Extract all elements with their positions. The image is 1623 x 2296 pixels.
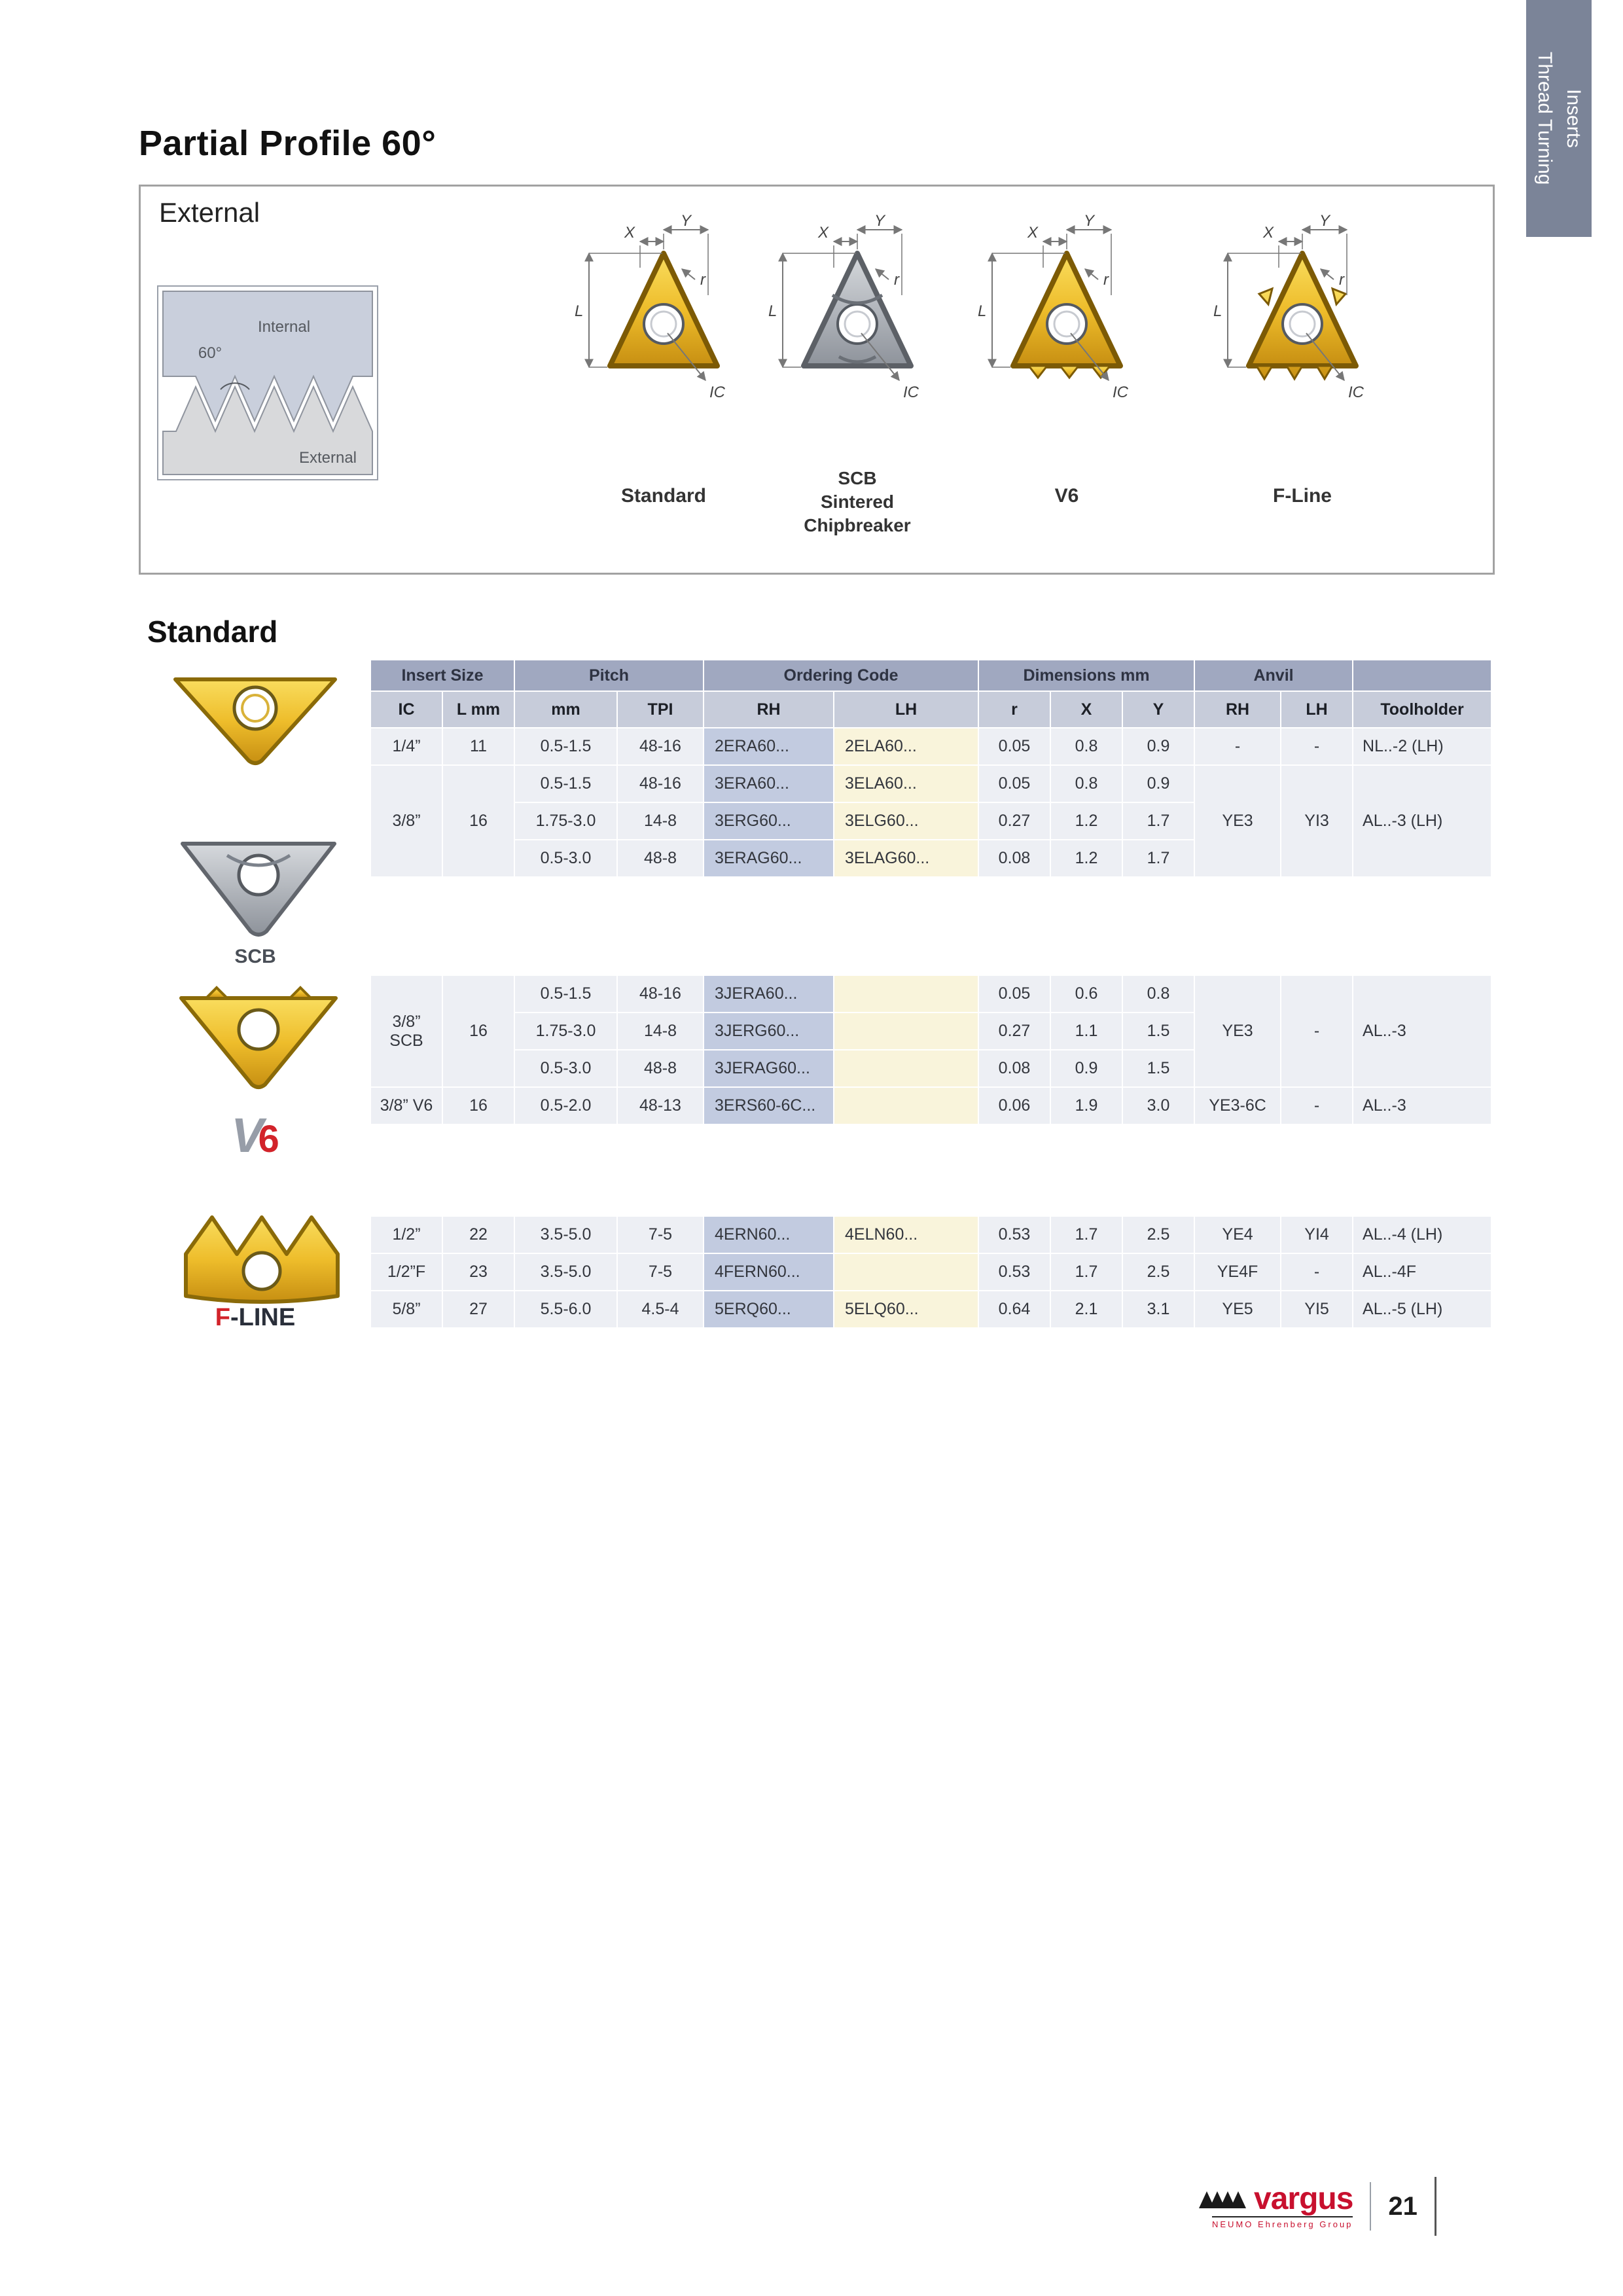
table-cell: 0.05 <box>978 765 1050 802</box>
external-label: External <box>298 449 357 467</box>
table-cell: 14-8 <box>617 802 704 840</box>
v6-insert-photo <box>167 978 350 1093</box>
column-header: Toolholder <box>1353 691 1491 728</box>
dim-label-y: Y <box>874 212 885 230</box>
table-group-header: Pitch <box>514 660 704 691</box>
table-cell: 0.5-1.5 <box>514 975 617 1013</box>
table-cell: 27 <box>442 1291 514 1328</box>
insert-drawing-fline <box>1204 211 1400 447</box>
table-group-row <box>370 660 1491 691</box>
external-box-label: External <box>159 197 260 228</box>
table-row <box>370 1087 1491 1124</box>
column-header: RH <box>704 691 834 728</box>
table-cell: AL..-4F <box>1353 1253 1491 1291</box>
table-cell: 2.1 <box>1050 1291 1122 1328</box>
table-cell <box>834 1253 978 1291</box>
table-cell: 22 <box>442 1216 514 1253</box>
page-title: Partial Profile 60° <box>139 124 437 163</box>
table-cell: 3JERAG60... <box>704 1050 834 1087</box>
table-cell: 1.7 <box>1122 840 1194 877</box>
table-cell: 48-8 <box>617 1050 704 1087</box>
dim-label-x: X <box>1027 224 1038 242</box>
dim-label-r: r <box>700 271 705 289</box>
standard-table <box>370 659 1492 1329</box>
table-cell: 3ERA60... <box>704 765 834 802</box>
insert-variant-scb <box>749 211 965 537</box>
table-cell: 5ELQ60... <box>834 1291 978 1328</box>
table-cell: 0.9 <box>1050 1050 1122 1087</box>
table-cell: 3JERA60... <box>704 975 834 1013</box>
table-cell: 1.7 <box>1050 1253 1122 1291</box>
table-cell: YE4F <box>1194 1253 1281 1291</box>
table-cell: 3ELA60... <box>834 765 978 802</box>
standard-insert-photo <box>157 661 353 772</box>
table-cell: 3/8” SCB <box>370 975 442 1087</box>
dim-label-x: X <box>817 224 829 242</box>
column-header: L mm <box>442 691 514 728</box>
table-cell: YE3 <box>1194 975 1281 1087</box>
dim-label-y: Y <box>1319 212 1330 230</box>
table-cell: 0.06 <box>978 1087 1050 1124</box>
table-group-header: Ordering Code <box>704 660 978 691</box>
v6-logo-six: 6 <box>258 1118 279 1160</box>
table-cell: 1.9 <box>1050 1087 1122 1124</box>
table-cell: AL..-3 <box>1353 975 1491 1087</box>
table-cell: 3ELG60... <box>834 802 978 840</box>
column-header: X <box>1050 691 1122 728</box>
variant-caption-scb: SCB <box>838 468 877 488</box>
table-cell: 1.1 <box>1050 1013 1122 1050</box>
table-header-row <box>370 691 1491 728</box>
insert-variant-fline <box>1194 211 1410 507</box>
table-group-header: Insert Size <box>370 660 514 691</box>
vargus-zigzag-icon <box>1196 2187 1249 2211</box>
section-heading-standard: Standard <box>147 615 278 649</box>
table-spacer <box>370 877 1491 975</box>
column-header: RH <box>1194 691 1281 728</box>
table-cell: 0.64 <box>978 1291 1050 1328</box>
fline-insert-photo <box>164 1191 360 1309</box>
table-cell: 1.2 <box>1050 840 1122 877</box>
table-cell: - <box>1281 1087 1353 1124</box>
table-cell: 3/8” V6 <box>370 1087 442 1124</box>
page-number: 21 <box>1388 2191 1418 2221</box>
footer-edge-mark <box>1435 2177 1436 2236</box>
table-cell: 11 <box>442 728 514 765</box>
dim-label-r: r <box>894 271 899 289</box>
table-row <box>370 765 1491 802</box>
table-cell <box>834 1087 978 1124</box>
table-cell: AL..-3 <box>1353 1087 1491 1124</box>
table-cell: 2ERA60... <box>704 728 834 765</box>
table-cell: 5.5-6.0 <box>514 1291 617 1328</box>
dim-label-r: r <box>1339 271 1344 289</box>
table-cell: 2.5 <box>1122 1216 1194 1253</box>
column-header: LH <box>1281 691 1353 728</box>
table-cell: - <box>1194 728 1281 765</box>
table-cell: 16 <box>442 1087 514 1124</box>
table-cell: YI4 <box>1281 1216 1353 1253</box>
table-cell: 1.75-3.0 <box>514 1013 617 1050</box>
table-cell: 0.9 <box>1122 765 1194 802</box>
table-cell: 16 <box>442 765 514 877</box>
table-cell: 0.08 <box>978 840 1050 877</box>
table-cell: YI5 <box>1281 1291 1353 1328</box>
table-cell: YE4 <box>1194 1216 1281 1253</box>
table-cell: AL..-4 (LH) <box>1353 1216 1491 1253</box>
dim-label-x: X <box>1262 224 1274 242</box>
dim-label-l: L <box>768 302 777 320</box>
table-cell: 4.5-4 <box>617 1291 704 1328</box>
dim-label-r: r <box>1103 271 1109 289</box>
table-cell: 0.53 <box>978 1216 1050 1253</box>
side-tab-line: Thread Turning <box>1534 52 1556 185</box>
vargus-logo <box>1196 2183 1353 2229</box>
table-cell: YI3 <box>1281 765 1353 877</box>
scb-photo-label: SCB <box>234 946 276 967</box>
column-header: mm <box>514 691 617 728</box>
dim-label-x: X <box>624 224 635 242</box>
insert-drawing-standard <box>565 211 762 447</box>
table-cell <box>834 1013 978 1050</box>
side-tab-line: Inserts <box>1563 88 1584 149</box>
table-cell: 3.5-5.0 <box>514 1253 617 1291</box>
table-cell: 1.2 <box>1050 802 1122 840</box>
column-header: IC <box>370 691 442 728</box>
table-cell: 7-5 <box>617 1253 704 1291</box>
table-cell: 0.27 <box>978 1013 1050 1050</box>
table-cell: 3/8” <box>370 765 442 877</box>
column-header: TPI <box>617 691 704 728</box>
table-cell: 7-5 <box>617 1216 704 1253</box>
thread-profile-diagram <box>156 285 379 481</box>
table-cell: 0.5-2.0 <box>514 1087 617 1124</box>
table-group-header <box>1353 660 1491 691</box>
table-cell: 48-16 <box>617 728 704 765</box>
table-cell: 3.0 <box>1122 1087 1194 1124</box>
table-cell: 3JERG60... <box>704 1013 834 1050</box>
table-cell: - <box>1281 728 1353 765</box>
table-cell: 0.5-1.5 <box>514 765 617 802</box>
table-cell: 0.8 <box>1050 728 1122 765</box>
table-spacer-row <box>370 1124 1491 1216</box>
table-cell: AL..-5 (LH) <box>1353 1291 1491 1328</box>
table-cell: YE5 <box>1194 1291 1281 1328</box>
table-cell: 23 <box>442 1253 514 1291</box>
table-row <box>370 1253 1491 1291</box>
insert-drawing-scb <box>759 211 955 447</box>
table-cell: NL..-2 (LH) <box>1353 728 1491 765</box>
variant-caption-standard: Standard <box>620 485 707 507</box>
insert-variant-standard <box>556 211 772 507</box>
dim-label-ic: IC <box>1348 384 1364 401</box>
fline-logo-line: -LINE <box>230 1304 296 1331</box>
table-cell: 48-16 <box>617 765 704 802</box>
table-cell: 3.5-5.0 <box>514 1216 617 1253</box>
table-cell: 48-13 <box>617 1087 704 1124</box>
table-cell: 0.53 <box>978 1253 1050 1291</box>
variant-caption-scb: Sintered <box>820 492 895 512</box>
table-cell: 48-16 <box>617 975 704 1013</box>
internal-label: Internal <box>257 318 311 336</box>
insert-variant-v6 <box>959 211 1175 507</box>
table-cell: 16 <box>442 975 514 1087</box>
table-cell: 0.8 <box>1050 765 1122 802</box>
table-spacer <box>370 1124 1491 1216</box>
table-cell: 0.05 <box>978 975 1050 1013</box>
dim-label-ic: IC <box>709 384 725 401</box>
table-cell: 3ELAG60... <box>834 840 978 877</box>
table-cell: 5ERQ60... <box>704 1291 834 1328</box>
variant-caption-fline: F-Line <box>1273 485 1332 507</box>
table-cell: 4FERN60... <box>704 1253 834 1291</box>
table-cell: - <box>1281 975 1353 1087</box>
table-cell: 3ERS60-6C... <box>704 1087 834 1124</box>
dim-label-ic: IC <box>903 384 919 401</box>
table-cell <box>834 975 978 1013</box>
table-cell: 0.5-3.0 <box>514 1050 617 1087</box>
v6-logo-v: V <box>231 1108 264 1162</box>
table-cell: 1/2” <box>370 1216 442 1253</box>
table-cell: 2ELA60... <box>834 728 978 765</box>
angle-label: 60° <box>198 344 223 362</box>
table-cell: 1.5 <box>1122 1013 1194 1050</box>
table-cell: 0.5-3.0 <box>514 840 617 877</box>
table-cell: YE3 <box>1194 765 1281 877</box>
vargus-brand-text: vargus <box>1254 2181 1353 2216</box>
scb-insert-photo <box>167 821 350 946</box>
table-cell: 2.5 <box>1122 1253 1194 1291</box>
dim-label-l: L <box>978 302 987 320</box>
table-group-header: Anvil <box>1194 660 1353 691</box>
table-cell: - <box>1281 1253 1353 1291</box>
table-cell: 1.7 <box>1050 1216 1122 1253</box>
table-cell: 3.1 <box>1122 1291 1194 1328</box>
table-row <box>370 1291 1491 1328</box>
table-cell: 3ERAG60... <box>704 840 834 877</box>
table-cell: 0.6 <box>1050 975 1122 1013</box>
fline-logo <box>151 1304 360 1332</box>
table-cell: 0.8 <box>1122 975 1194 1013</box>
table-cell: 0.5-1.5 <box>514 728 617 765</box>
dim-label-ic: IC <box>1113 384 1128 401</box>
table-cell: YE3-6C <box>1194 1087 1281 1124</box>
table-cell: 0.08 <box>978 1050 1050 1087</box>
footer <box>1196 2177 1436 2236</box>
table-cell: 0.27 <box>978 802 1050 840</box>
table-row <box>370 975 1491 1013</box>
external-box <box>139 185 1495 575</box>
footer-divider <box>1370 2182 1371 2231</box>
v6-logo <box>157 1107 353 1163</box>
table-cell <box>834 1050 978 1087</box>
table-cell: AL..-3 (LH) <box>1353 765 1491 877</box>
dim-label-y: Y <box>1083 212 1095 230</box>
table-cell: 4ELN60... <box>834 1216 978 1253</box>
table-cell: 1.75-3.0 <box>514 802 617 840</box>
side-tab-thread-turning-inserts <box>1526 0 1592 237</box>
dim-label-y: Y <box>680 212 692 230</box>
table-row <box>370 728 1491 765</box>
insert-drawing-v6 <box>969 211 1165 447</box>
column-header: LH <box>834 691 978 728</box>
table-cell: 48-8 <box>617 840 704 877</box>
dim-label-l: L <box>575 302 584 320</box>
vargus-brand-subtext: NEUMO Ehrenberg Group <box>1212 2216 1353 2229</box>
variant-caption-v6: V6 <box>1054 485 1079 507</box>
table-cell: 1/2”F <box>370 1253 442 1291</box>
table-group-header: Dimensions mm <box>978 660 1194 691</box>
dim-label-l: L <box>1213 302 1222 320</box>
table-cell: 1.5 <box>1122 1050 1194 1087</box>
table-cell: 1.7 <box>1122 802 1194 840</box>
column-header: Y <box>1122 691 1194 728</box>
variant-caption-scb: Chipbreaker <box>804 515 911 535</box>
table-spacer-row <box>370 877 1491 975</box>
fline-logo-f: F <box>215 1304 230 1331</box>
table-cell: 0.9 <box>1122 728 1194 765</box>
column-header: r <box>978 691 1050 728</box>
table-cell: 14-8 <box>617 1013 704 1050</box>
table-cell: 4ERN60... <box>704 1216 834 1253</box>
table-cell: 5/8” <box>370 1291 442 1328</box>
table-cell: 0.05 <box>978 728 1050 765</box>
table-row <box>370 1216 1491 1253</box>
table-cell: 3ERG60... <box>704 802 834 840</box>
table-cell: 1/4” <box>370 728 442 765</box>
